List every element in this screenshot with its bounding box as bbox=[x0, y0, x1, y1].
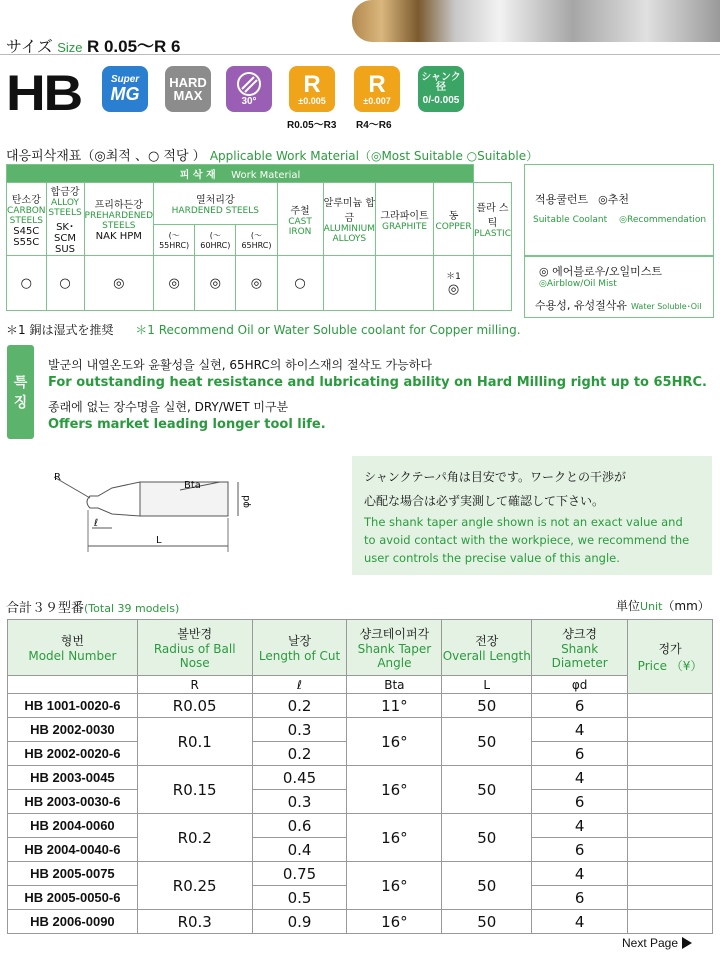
features-label-2: 징 bbox=[13, 395, 28, 411]
cell-angle: 11° bbox=[347, 694, 442, 718]
cell-overall: 50 bbox=[442, 910, 532, 934]
cell-cut: 0.3 bbox=[252, 718, 347, 742]
coolant-water-kr: 수용성, 유성절삭유 bbox=[535, 299, 628, 312]
cell-price bbox=[628, 694, 713, 718]
col-kr: 날장 bbox=[287, 634, 312, 648]
wm-copper-note: ＊1 bbox=[446, 272, 461, 282]
cell-cut: 0.5 bbox=[252, 886, 347, 910]
r1-range-caption: R0.05～R3 bbox=[287, 120, 337, 131]
coolant-en-row bbox=[533, 215, 706, 225]
wm-title-kr: 대응피삭재표（◎최적 、○ 적당 ） bbox=[6, 149, 206, 164]
diagram-l-small-label: ℓ bbox=[94, 518, 99, 529]
cell-radius: R0.2 bbox=[137, 814, 252, 862]
wm-col-cast bbox=[277, 183, 323, 256]
cell-angle: 16° bbox=[347, 862, 442, 910]
table-row bbox=[8, 910, 713, 934]
table-row bbox=[8, 814, 713, 838]
coolant-box-bottom bbox=[524, 256, 714, 318]
table-row bbox=[8, 862, 713, 886]
feature-1-en: For outstanding heat resistance and lubricating ability on Hard Milling right up to 65HRC. bbox=[48, 375, 707, 390]
work-material-table bbox=[6, 164, 512, 311]
cell-price bbox=[628, 742, 713, 766]
cell-shank: 6 bbox=[532, 694, 628, 718]
cell-shank: 4 bbox=[532, 862, 628, 886]
badge-r2-tol: ±0.007 bbox=[363, 95, 391, 106]
wm-band bbox=[7, 165, 474, 183]
cell-model: HB 2004-0060 bbox=[8, 814, 138, 838]
r-tolerance-badge-2 bbox=[354, 66, 400, 112]
cell-model: HB 2003-0030-6 bbox=[8, 790, 138, 814]
unit-jp: 単位 bbox=[616, 599, 641, 613]
next-page-link[interactable] bbox=[622, 936, 692, 950]
r-tolerance-badge-1 bbox=[289, 66, 335, 112]
footnote-en: ＊1 Recommend Oil or Water Soluble coolant for Copper milling. bbox=[135, 323, 521, 337]
coolant-box-top bbox=[524, 164, 714, 256]
angle-badge bbox=[226, 66, 272, 112]
header-row bbox=[8, 620, 713, 676]
cell-cut: 0.3 bbox=[252, 790, 347, 814]
cell-overall: 50 bbox=[442, 694, 532, 718]
coolant-title-row bbox=[535, 191, 629, 207]
cell-model: HB 1001-0020-6 bbox=[8, 694, 138, 718]
col-kr: 형번 bbox=[60, 634, 84, 648]
note-jp-1: シャンクテーパ角は目安です。ワークとの干渉が bbox=[364, 470, 626, 484]
coolant-airblow-kr: ◎ 에어블로우/오일미스트 bbox=[539, 265, 663, 278]
symbol-row bbox=[8, 676, 713, 694]
total-jp: 合計３９型番 bbox=[6, 601, 85, 616]
wm-kr: 동 bbox=[448, 210, 459, 222]
wm-band-kr: 피 삭 재 bbox=[179, 170, 216, 181]
coolant-water-row bbox=[535, 297, 701, 313]
wm-mark-copper bbox=[434, 256, 474, 311]
taper-angle-note bbox=[352, 456, 712, 575]
cell-cut: 0.2 bbox=[252, 742, 347, 766]
diagram-bta-label: Bta bbox=[184, 480, 201, 491]
cell-price bbox=[628, 910, 713, 934]
wm-en: CAST IRON bbox=[288, 216, 312, 237]
sym-model bbox=[8, 676, 138, 694]
wm-hrc-60: (～60HRC) bbox=[195, 224, 236, 255]
diagram-d-label: φd bbox=[240, 495, 252, 508]
wm-mark: ◎ bbox=[195, 256, 236, 311]
cell-overall: 50 bbox=[442, 766, 532, 814]
badge-angle: 30° bbox=[241, 96, 257, 107]
wm-col-aluminium bbox=[323, 183, 375, 256]
cell-overall: 50 bbox=[442, 862, 532, 910]
badge-super-top: Super bbox=[110, 74, 140, 85]
wm-en: CARBON STEELS bbox=[7, 205, 46, 226]
cell-cut: 0.45 bbox=[252, 766, 347, 790]
cell-shank: 6 bbox=[532, 886, 628, 910]
wm-mark bbox=[474, 256, 512, 311]
unit-label bbox=[616, 597, 710, 614]
cell-overall: 50 bbox=[442, 814, 532, 862]
wm-sub: S45C S55C bbox=[13, 225, 40, 248]
coolant-title-kr: 적용쿨런트 bbox=[535, 193, 589, 206]
cell-shank: 4 bbox=[532, 766, 628, 790]
cell-model: HB 2005-0075 bbox=[8, 862, 138, 886]
cell-shank: 4 bbox=[532, 718, 628, 742]
table-row bbox=[8, 718, 713, 742]
cell-model: HB 2005-0050-6 bbox=[8, 886, 138, 910]
total-models bbox=[6, 597, 179, 616]
hard-max-badge bbox=[165, 66, 211, 112]
sym-overall: L bbox=[442, 676, 532, 694]
wm-col-alloy bbox=[46, 183, 84, 256]
shank-tolerance-badge bbox=[418, 66, 464, 112]
wm-en: PLASTIC bbox=[474, 229, 511, 239]
col-en: Shank Taper Angle bbox=[357, 642, 432, 670]
unit-en: Unit bbox=[640, 600, 663, 613]
cell-angle: 16° bbox=[347, 718, 442, 766]
cell-radius: R0.25 bbox=[137, 862, 252, 910]
wm-band-en: Work Material bbox=[231, 170, 301, 181]
note-en-3: user controls the precise value of this angle. bbox=[364, 551, 620, 565]
cell-cut: 0.4 bbox=[252, 838, 347, 862]
col-model bbox=[8, 620, 138, 676]
wm-kr: 탄소강 bbox=[11, 194, 41, 206]
cell-price bbox=[628, 766, 713, 790]
size-label: Size bbox=[57, 40, 83, 55]
table-row bbox=[8, 694, 713, 718]
sym-cut: ℓ bbox=[252, 676, 347, 694]
wm-en: ALUMINIUM ALLOYS bbox=[323, 224, 376, 244]
cell-model: HB 2002-0020-6 bbox=[8, 742, 138, 766]
wm-mark: ◎ bbox=[154, 256, 195, 311]
col-kr: 정가 bbox=[658, 641, 682, 656]
wm-col-copper bbox=[434, 183, 474, 256]
coolant-rec-kr: ◎추천 bbox=[598, 193, 629, 206]
col-en: Radius of Ball Nose bbox=[153, 642, 236, 670]
diagram-l-label: L bbox=[156, 535, 162, 546]
coolant-airblow-en: ◎Airblow/Oil Mist bbox=[539, 279, 617, 289]
cell-shank: 6 bbox=[532, 790, 628, 814]
cell-shank: 6 bbox=[532, 742, 628, 766]
coolant-water-en: Water Soluble･Oil bbox=[631, 302, 702, 311]
col-en: Shank Diameter bbox=[551, 642, 608, 670]
cell-angle: 16° bbox=[347, 910, 442, 934]
cell-model: HB 2004-0040-6 bbox=[8, 838, 138, 862]
col-en: Price （¥） bbox=[637, 658, 703, 673]
size-range: R 0.05～R 6 bbox=[86, 37, 181, 56]
wm-mark: ○ bbox=[7, 256, 47, 311]
col-kr: 샹크경 bbox=[562, 627, 598, 641]
cell-radius: R0.15 bbox=[137, 766, 252, 814]
wm-mark: ○ bbox=[277, 256, 323, 311]
sym-shank: φd bbox=[532, 676, 628, 694]
wm-en: GRAPHITE bbox=[382, 221, 428, 232]
note-jp-2: 心配な場合は必ず実測して確認して下さい。 bbox=[364, 494, 605, 508]
wm-mark bbox=[376, 256, 434, 311]
work-material-title bbox=[6, 145, 538, 164]
wm-en: COPPER bbox=[435, 221, 472, 232]
cell-model: HB 2006-0090 bbox=[8, 910, 138, 934]
cell-cut: 0.9 bbox=[252, 910, 347, 934]
badge-r2-letter: R bbox=[368, 70, 386, 98]
table-row bbox=[8, 766, 713, 790]
cell-shank: 4 bbox=[532, 910, 628, 934]
arrow-right-icon bbox=[682, 937, 692, 949]
wm-kr: 플라 스틱 bbox=[476, 203, 509, 229]
wm-kr: 프리하든강 bbox=[94, 200, 143, 211]
features-label bbox=[7, 345, 34, 439]
table-body bbox=[8, 694, 713, 934]
coolant-rec-en: ◎Recommendation bbox=[619, 215, 707, 225]
feature-2-en: Offers market leading longer tool life. bbox=[48, 417, 326, 432]
wm-col-carbon bbox=[7, 183, 47, 256]
wm-en: ALLOY STEELS bbox=[48, 198, 82, 218]
wm-mark: ◎ bbox=[84, 256, 154, 311]
series-title: HB bbox=[6, 65, 82, 121]
cell-shank: 4 bbox=[532, 814, 628, 838]
cell-model: HB 2002-0030 bbox=[8, 718, 138, 742]
r2-range-caption: R4～R6 bbox=[356, 120, 392, 131]
wm-hrc-65: (～65HRC) bbox=[236, 224, 277, 255]
col-kr: 볼반경 bbox=[177, 627, 213, 641]
wm-kr: 합금강 bbox=[50, 187, 80, 198]
wm-kr: 주철 bbox=[290, 205, 310, 217]
diagram-r-label: R bbox=[54, 472, 61, 483]
cell-price bbox=[628, 838, 713, 862]
col-price bbox=[628, 620, 713, 694]
unit-mm: （mm） bbox=[662, 599, 710, 613]
helix-icon bbox=[236, 71, 262, 97]
tool-dimension-diagram bbox=[40, 462, 270, 562]
col-shank bbox=[532, 620, 628, 676]
badge-hard-top: HARD bbox=[169, 75, 207, 90]
badge-shank-bottom: 0/-0.005 bbox=[422, 94, 460, 106]
wm-mark: ◎ bbox=[236, 256, 277, 311]
sym-angle: Bta bbox=[347, 676, 442, 694]
wm-sub: NAK HPM bbox=[95, 231, 142, 242]
features-label-1: 특 bbox=[13, 375, 28, 391]
wm-col-prehardened bbox=[84, 183, 154, 256]
col-kr: 샹크테이퍼각 bbox=[359, 627, 430, 641]
wm-col-graphite bbox=[376, 183, 434, 256]
wm-title-en: Applicable Work Material（◎Most Suitable ○Suitable） bbox=[209, 149, 539, 163]
model-table bbox=[7, 619, 713, 934]
col-cut bbox=[252, 620, 347, 676]
cell-price bbox=[628, 862, 713, 886]
cell-overall: 50 bbox=[442, 718, 532, 766]
next-page-label: Next Page bbox=[622, 936, 679, 950]
cell-price bbox=[628, 718, 713, 742]
col-en: Length of Cut bbox=[258, 649, 341, 663]
wm-mark: ○ bbox=[46, 256, 84, 311]
feature-2-kr: 종래에 없는 장수명을 실현, DRY/WET 미구분 bbox=[48, 400, 289, 414]
col-en: Overall Length bbox=[442, 649, 531, 663]
col-overall bbox=[442, 620, 532, 676]
footnote bbox=[6, 321, 521, 338]
cell-price bbox=[628, 814, 713, 838]
wm-mark bbox=[323, 256, 375, 311]
badge-hard-bottom: MAX bbox=[173, 88, 203, 103]
header-divider bbox=[0, 54, 720, 55]
badge-r1-tol: ±0.005 bbox=[298, 95, 326, 106]
sym-radius: R bbox=[137, 676, 252, 694]
feature-1-kr: 발군의 내열온도와 윤활성을 실현, 65HRC의 하이스재의 절삭도 가능하다 bbox=[48, 358, 432, 372]
wm-col-hardened bbox=[154, 183, 278, 225]
wm-kr: 그라파이트 bbox=[380, 210, 429, 222]
badge-shank-top: シャンク径 bbox=[421, 71, 461, 93]
note-en-2: to avoid contact with the workpiece, we recommend the bbox=[364, 533, 690, 547]
cell-radius: R0.05 bbox=[137, 694, 252, 718]
col-en: Model Number bbox=[28, 649, 117, 663]
col-radius bbox=[137, 620, 252, 676]
cell-price bbox=[628, 886, 713, 910]
cell-angle: 16° bbox=[347, 814, 442, 862]
wm-en: HARDENED STEELS bbox=[171, 205, 259, 216]
total-en: (Total 39 models) bbox=[84, 602, 180, 615]
col-kr: 전장 bbox=[475, 634, 499, 648]
size-prefix: サイズ bbox=[6, 39, 53, 56]
wm-sub: SK･SCM SUS bbox=[54, 222, 77, 255]
badge-r1-letter: R bbox=[303, 70, 321, 98]
cell-model: HB 2003-0045 bbox=[8, 766, 138, 790]
footnote-jp: ＊1 銅は湿式を推奨 bbox=[6, 323, 114, 337]
wm-kr: 열처리강 bbox=[195, 194, 235, 206]
cell-cut: 0.6 bbox=[252, 814, 347, 838]
wm-kr: 알루미늄 합금 bbox=[323, 198, 376, 224]
note-en-1: The shank taper angle shown is not an exact value and bbox=[364, 515, 683, 529]
cell-cut: 0.75 bbox=[252, 862, 347, 886]
wm-hrc-55: (～55HRC) bbox=[154, 224, 195, 255]
cell-radius: R0.1 bbox=[137, 718, 252, 766]
cell-shank: 6 bbox=[532, 838, 628, 862]
cell-radius: R0.3 bbox=[137, 910, 252, 934]
super-mg-badge bbox=[102, 66, 148, 112]
tool-image bbox=[352, 0, 720, 42]
wm-mark: ◎ bbox=[447, 282, 460, 297]
cell-price bbox=[628, 790, 713, 814]
wm-col-plastic bbox=[474, 183, 512, 256]
badge-super-bottom: MG bbox=[110, 84, 140, 104]
coolant-title-en: Suitable Coolant bbox=[533, 215, 608, 225]
wm-en: PREHARDENED STEELS bbox=[84, 211, 154, 231]
cell-angle: 16° bbox=[347, 766, 442, 814]
col-angle bbox=[347, 620, 442, 676]
cell-cut: 0.2 bbox=[252, 694, 347, 718]
